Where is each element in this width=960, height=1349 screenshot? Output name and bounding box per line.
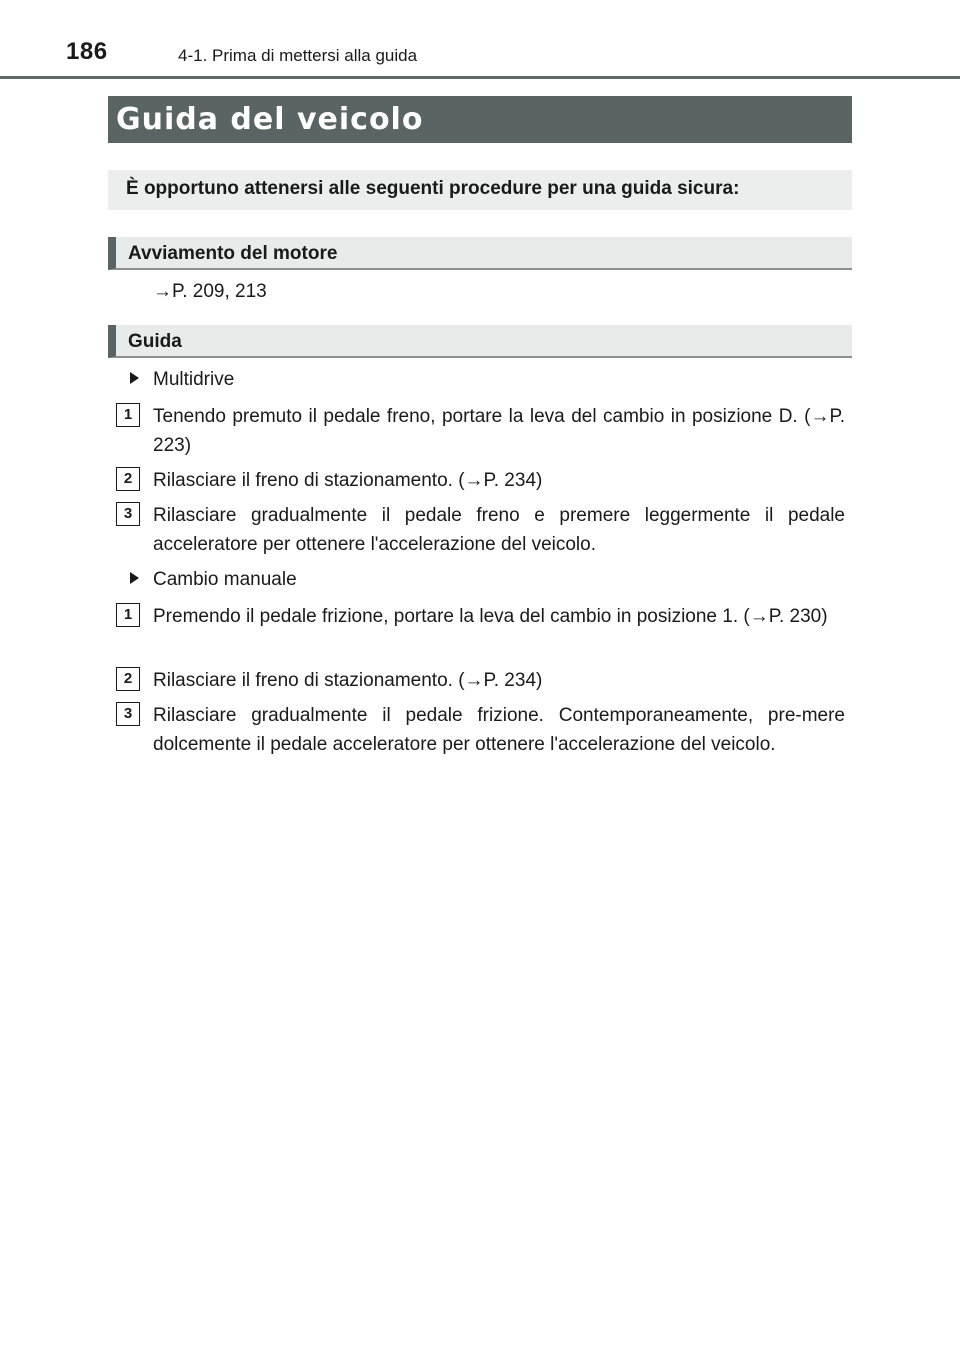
- triangle-right-icon: [130, 372, 139, 384]
- step-text: Premendo il pedale frizione, portare la leva del cambio in posizione 1. (→P. 230): [153, 606, 828, 627]
- step-text: Rilasciare gradualmente il pedale frizione. Contemporaneamente, pre-mere dolcemente il pedale acceleratore per ottenere l'accelerazione del veicolo.: [153, 705, 845, 755]
- step-number-badge: 1: [116, 603, 140, 627]
- subheading-driving-label: Guida: [128, 331, 182, 352]
- title-bar: [108, 96, 852, 143]
- step-number-badge: 3: [116, 702, 140, 726]
- step-number-badge: 2: [116, 467, 140, 491]
- step-number-badge: 1: [116, 403, 140, 427]
- intro-box: [108, 170, 852, 210]
- section-label: 4-1. Prima di mettersi alla guida: [178, 46, 418, 65]
- multidrive-bullet: [130, 369, 234, 391]
- multidrive-label: Multidrive: [153, 369, 235, 390]
- manual-bullet: [130, 569, 297, 591]
- page-header: [0, 0, 960, 80]
- step-text: Tenendo premuto il pedale freno, portare la leva del cambio in posizione D. (→P. 223): [153, 406, 845, 456]
- page-number: 186: [66, 38, 108, 65]
- subheading-engine-start: [108, 237, 852, 270]
- subheading-engine-start-label: Avviamento del motore: [128, 243, 338, 264]
- header-divider: [0, 76, 960, 79]
- step-text: Rilasciare il freno di stazionamento. (→P. 234): [153, 470, 543, 491]
- step-number-badge: 2: [116, 667, 140, 691]
- page-title: Guida del veicolo: [116, 102, 424, 137]
- subheading-driving: [108, 325, 852, 358]
- manual-label: Cambio manuale: [153, 569, 297, 590]
- step-text: Rilasciare il freno di stazionamento. (→P. 234): [153, 670, 543, 691]
- step-number-badge: 3: [116, 502, 140, 526]
- intro-text: È opportuno attenersi alle seguenti procedure per una guida sicura:: [126, 178, 740, 199]
- step-text: Rilasciare gradualmente il pedale freno e premere leggermente il pedale acceleratore per ottenere l'accelerazione del veicolo.: [153, 505, 845, 555]
- engine-start-reference: →P. 209, 213: [153, 281, 267, 302]
- triangle-right-icon: [130, 572, 139, 584]
